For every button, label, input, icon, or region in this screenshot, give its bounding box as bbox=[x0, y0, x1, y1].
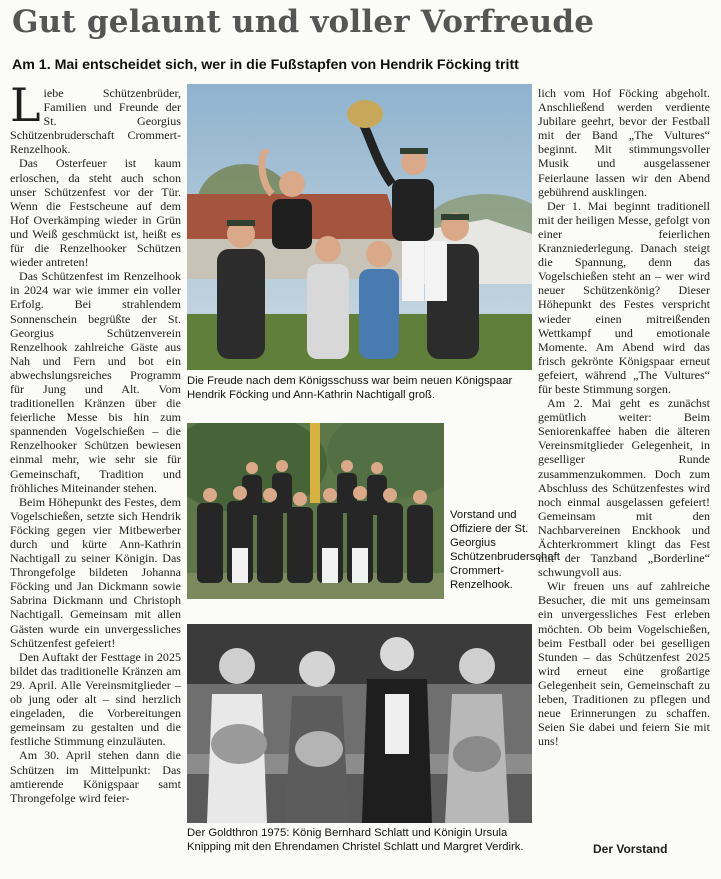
photo-board-officers bbox=[187, 423, 444, 599]
caption-photo-2: Vorstand und Offiziere der St. Georgius Schützenbruderschaft Crommert-Renzelhook. bbox=[450, 509, 560, 591]
paragraph: Den Auftakt der Festtage in 2025 bildet das traditionelle Kränzen am 29. April. Alle Vereinsmitglieder – ob jung oder alt – sind herzlich eingeladen, die Vorbereitungen gemeinsam zu gestalten und die festliche Stimmung einzuläuten. bbox=[10, 649, 181, 749]
paragraph: Beim Höhepunkt des Festes, dem Vogelschießen, setzte sich Hendrik Föcking gegen vier Mitbewerber durch und kürte Ann-Kathrin Nachtigall zu seiner Königin. Das Throngefolge bildeten Johanna Föcking und Jan Dickmann sowie Sabrina Dickmann und Christoph Nachtigall. Gemeinsam mit allen Gästen wurde ein unvergessliches Schützenfest gefeiert! bbox=[10, 494, 181, 650]
paragraph: lich vom Hof Föcking abgeholt. Anschließend werden verdiente Jubilare geehrt, bevor der Festball mit der Band „The Vultures“ beginnt. Mit stimmungsvoller Musik und ausgelassener Feierlaune lassen wir den Abend gebührend ausklingen. bbox=[538, 86, 710, 199]
photo-gold-throne-1975 bbox=[187, 624, 532, 823]
paragraph: Das Osterfeuer ist kaum erloschen, da steht auch schon unser Schützenfest vor der Tür. Wenn die Festscheune auf dem Hof Overkämping wieder in Grün und Weiß geschmückt ist, heißt es für die Renzelhooker Schützen wieder antreten! bbox=[10, 156, 181, 270]
paragraph: Am 2. Mai geht es zunächst gemütlich weiter: Beim Seniorenkaffee haben die älteren Vereinsmitglieder Gelegenheit, in geselliger Runde zusammenzukommen. Doch zum Abschluss des Schützenfestes wird noch einmal ausgelassen gefeiert! Gemeinsam mit den Nachbarvereinen Enckhook und Ächterkrommert klingt das Fest mit der Tanzband „Borderline“ schwungvoll aus. bbox=[538, 396, 710, 580]
paragraph: Das Schützenfest im Renzelhook in 2024 war wie immer ein voller Erfolg. Bei strahlendem Sonnenschein begrüßte der St. Georgius Schützenverein Renzelhook zahlreiche Gäste aus Nah und Fern und bot ein abwechslungsreiches Programm für Jung und Alt. Vom traditionellen Kränzen über die feierliche Messe bis hin zum spannenden Vogelschießen – die Renzelhooker Schützen bewiesen einmal mehr, wie sehr sie für Gemeinschaft, Tradition und fröhliches Miteinander stehen. bbox=[10, 269, 181, 495]
article-column-3 bbox=[538, 86, 710, 831]
subheadline: Am 1. Mai entscheidet sich, wer in die Fußstapfen von Hendrik Föcking tritt bbox=[12, 57, 519, 73]
signature: Der Vorstand bbox=[593, 842, 668, 856]
paragraph: Liebe Schützenbrüder, Familien und Freunde der St. Georgius Schützenbruderschaft Crommert-Renzelhook. bbox=[10, 78, 181, 157]
dropcap: L bbox=[10, 78, 41, 132]
paragraph: Wir freuen uns auf zahlreiche Besucher, die mit uns gemeinsam ein unvergessliches Fest erleben möchten. Ob beim Vogelschießen, beim Festball oder bei geselligen Stunden – das Schützenfest 2025 wird erneut eine großartige Gelegenheit sein, Gemeinschaft zu leben, Traditionen zu pflegen und neue Erinnerungen zu schaffen. Seien Sie dabei und feiern Sie mit uns! bbox=[538, 579, 710, 749]
caption-photo-1: Die Freude nach dem Königsschuss war beim neuen Königspaar Hendrik Föcking und Ann-Kathrin Nachtigall groß. bbox=[187, 375, 513, 401]
photo-royal-couple bbox=[187, 84, 532, 370]
article-column-1 bbox=[10, 78, 181, 858]
caption-photo-3: Der Goldthron 1975: König Bernhard Schlatt und Königin Ursula Knipping mit den Ehrendamen Christel Schlatt und Margret Verdirk. bbox=[187, 827, 524, 853]
paragraph: Der 1. Mai beginnt traditionell mit der heiligen Messe, gefolgt von einer feierlichen Kranzniederlegung. Danach steigt die Spannung, denn das Vogelschießen steht an – wer wird neuer Schützenkönig? Dieser Höhepunkt des Festes verspricht wieder einen mitreißenden Wettkampf und emotionale Momente. Am Abend wird das frisch gekrönte Königspaar erneut gefeiert, während „The Vultures“ für beste Stimmung sorgen. bbox=[538, 198, 710, 396]
paragraph: Am 30. April stehen dann die Schützen im Mittelpunkt: Das amtierende Königspaar samt Throngefolge wird feier- bbox=[10, 748, 181, 805]
headline: Gut gelaunt und voller Vorfreude bbox=[12, 4, 595, 40]
